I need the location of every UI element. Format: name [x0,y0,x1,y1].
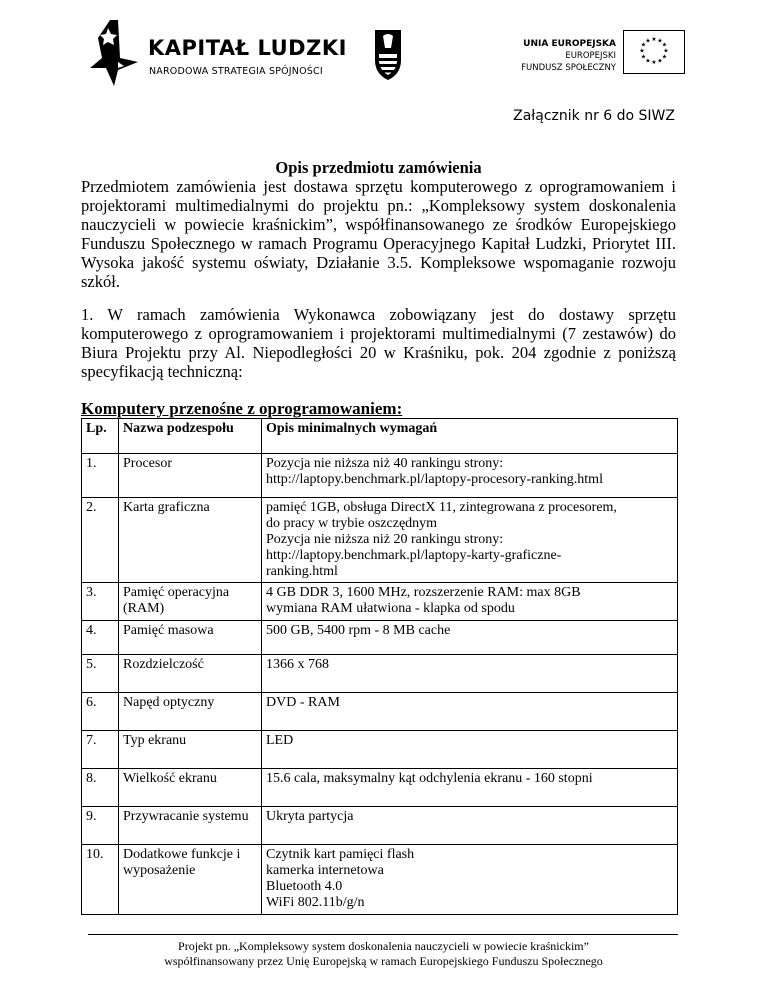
spec-table [81,418,678,915]
page-footer [81,939,686,969]
footer-line-1: Projekt pn. „Kompleksowy system doskonalenia nauczycieli w powiecie kraśnickim” [178,939,589,953]
requirement-line: do pracy w trybie oszczędnym [266,516,438,531]
requirement-line: wymiana RAM ułatwiona - klapka od spodu [266,601,515,616]
row-component-name: Pamięć masowa [119,621,262,655]
row-component-name: Rozdzielczość [119,655,262,693]
header-requirements: Opis minimalnych wymagań [262,419,678,454]
svg-text:★: ★ [657,37,663,45]
row-number: 3. [82,583,119,621]
document-title: Opis przedmiotu zamówienia [275,158,482,177]
document-body [81,158,676,418]
requirement-line: DVD - RAM [266,695,340,710]
attachment-label: Załącznik nr 6 do SIWZ [513,108,675,124]
row-requirements [262,454,678,498]
row-component-name: Pamięć operacyjna (RAM) [119,583,262,621]
row-component-name: Napęd optyczny [119,693,262,731]
requirement-line: http://laptopy.benchmark.pl/laptopy-procesory-ranking.html [266,472,603,487]
row-requirements [262,655,678,693]
intro-paragraph: Przedmiotem zamówienia jest dostawa sprzętu komputerowego z oprogramowaniem i projektorami multimedialnymi do projektu pn.: „Kompleksowy system doskonalenia nauczycieli w powiecie kraśnickim”, współfinansowanego ze środków Europejskiego Funduszu Społecznego w ramach Programu Operacyjnego Kapitał Ludzki, Priorytet III. Wysoka jakość systemu oświaty, Działanie 3.5. Kompleksowe wspomaganie rozwoju szkół. [81,177,676,291]
requirement-line: Pozycja nie niższa niż 40 rankingu strony: [266,456,504,471]
eu-line-3: FUNDUSZ SPOŁECZNY [521,63,616,73]
row-requirements [262,769,678,807]
svg-text:★: ★ [661,41,668,49]
spec-table-body [82,454,678,915]
row-number: 2. [82,498,119,583]
point-1-paragraph: 1. W ramach zamówienia Wykonawca zobowiązany jest do dostawy sprzętu komputerowego z oprogramowaniem i projektorami multimedialnymi (7 zestawów) do Biura Projektu przy Al. Niepodległości 20 w Kraśniku, pok. 204 zgodnie z poniższą specyfikacją techniczną: [81,305,676,381]
row-requirements [262,731,678,769]
table-row [82,693,678,731]
requirement-line: 4 GB DDR 3, 1600 MHz, rozszerzenie RAM: max 8GB [266,585,581,600]
table-row [82,498,678,583]
table-row [82,621,678,655]
table-row [82,655,678,693]
svg-text:★: ★ [663,47,669,55]
requirement-line: WiFi 802.11b/g/n [266,895,365,910]
row-requirements [262,621,678,655]
table-row [82,454,678,498]
table-row [82,583,678,621]
table-row [82,807,678,845]
kapital-ludzki-subtitle: NARODOWA STRATEGIA SPÓJNOŚCI [149,66,323,77]
table-header-row [82,419,678,454]
header-component: Nazwa podzespołu [119,419,262,454]
row-requirements [262,693,678,731]
row-number: 5. [82,655,119,693]
footer-divider [88,934,678,935]
requirement-line: 1366 x 768 [266,657,329,672]
kapital-ludzki-logo-icon [88,18,144,88]
row-number: 4. [82,621,119,655]
row-component-name: Karta graficzna [119,498,262,583]
requirement-line: ranking.html [266,564,338,579]
row-component-name: Procesor [119,454,262,498]
svg-text:★: ★ [640,41,647,49]
row-number: 10. [82,845,119,915]
eu-line-2: EUROPEJSKI [565,51,616,61]
header-lp: Lp. [82,419,119,454]
eu-flag-icon [623,30,685,74]
svg-text:★: ★ [657,57,663,65]
row-requirements [262,807,678,845]
table-row [82,769,678,807]
row-component-name: Wielkość ekranu [119,769,262,807]
requirement-line: LED [266,733,294,748]
row-number: 6. [82,693,119,731]
footer-line-2: współfinansowany przez Unię Europejską w ramach Europejskiego Funduszu Społecznego [164,954,603,968]
requirement-line: pamięć 1GB, obsługa DirectX 11, zintegrowana z procesorem, [266,500,617,515]
row-requirements [262,498,678,583]
table-row [82,845,678,915]
eu-label [514,38,616,74]
row-requirements [262,845,678,915]
row-requirements [262,583,678,621]
kapital-ludzki-title: KAPITAŁ LUDZKI [148,36,347,60]
svg-text:★: ★ [639,47,645,55]
requirement-line: Pozycja nie niższa niż 20 rankingu strony: [266,532,504,547]
svg-text:★: ★ [651,59,657,66]
requirement-line: kamerka internetowa [266,863,384,878]
svg-text:★: ★ [645,57,651,65]
county-crest-icon [373,28,403,82]
requirement-line: 500 GB, 5400 rpm - 8 MB cache [266,623,451,638]
row-component-name: Przywracanie systemu [119,807,262,845]
eu-line-1: UNIA EUROPEJSKA [523,39,616,49]
svg-text:★: ★ [645,37,651,45]
requirement-line: http://laptopy.benchmark.pl/laptopy-karty-graficzne- [266,548,562,563]
svg-text:★: ★ [651,36,657,43]
requirement-line: Bluetooth 4.0 [266,879,343,894]
row-number: 1. [82,454,119,498]
section-title: Komputery przenośne z oprogramowaniem: [81,399,403,418]
row-number: 9. [82,807,119,845]
row-component-name: Typ ekranu [119,731,262,769]
row-number: 7. [82,731,119,769]
table-row [82,731,678,769]
page-header [0,0,768,100]
requirement-line: Ukryta partycja [266,809,354,824]
row-number: 8. [82,769,119,807]
requirement-line: Czytnik kart pamięci flash [266,847,415,862]
svg-text:★: ★ [661,53,668,61]
requirement-line: 15.6 cala, maksymalny kąt odchylenia ekranu - 160 stopni [266,771,593,786]
svg-text:★: ★ [640,53,647,61]
row-component-name: Dodatkowe funkcje i wyposażenie [119,845,262,915]
